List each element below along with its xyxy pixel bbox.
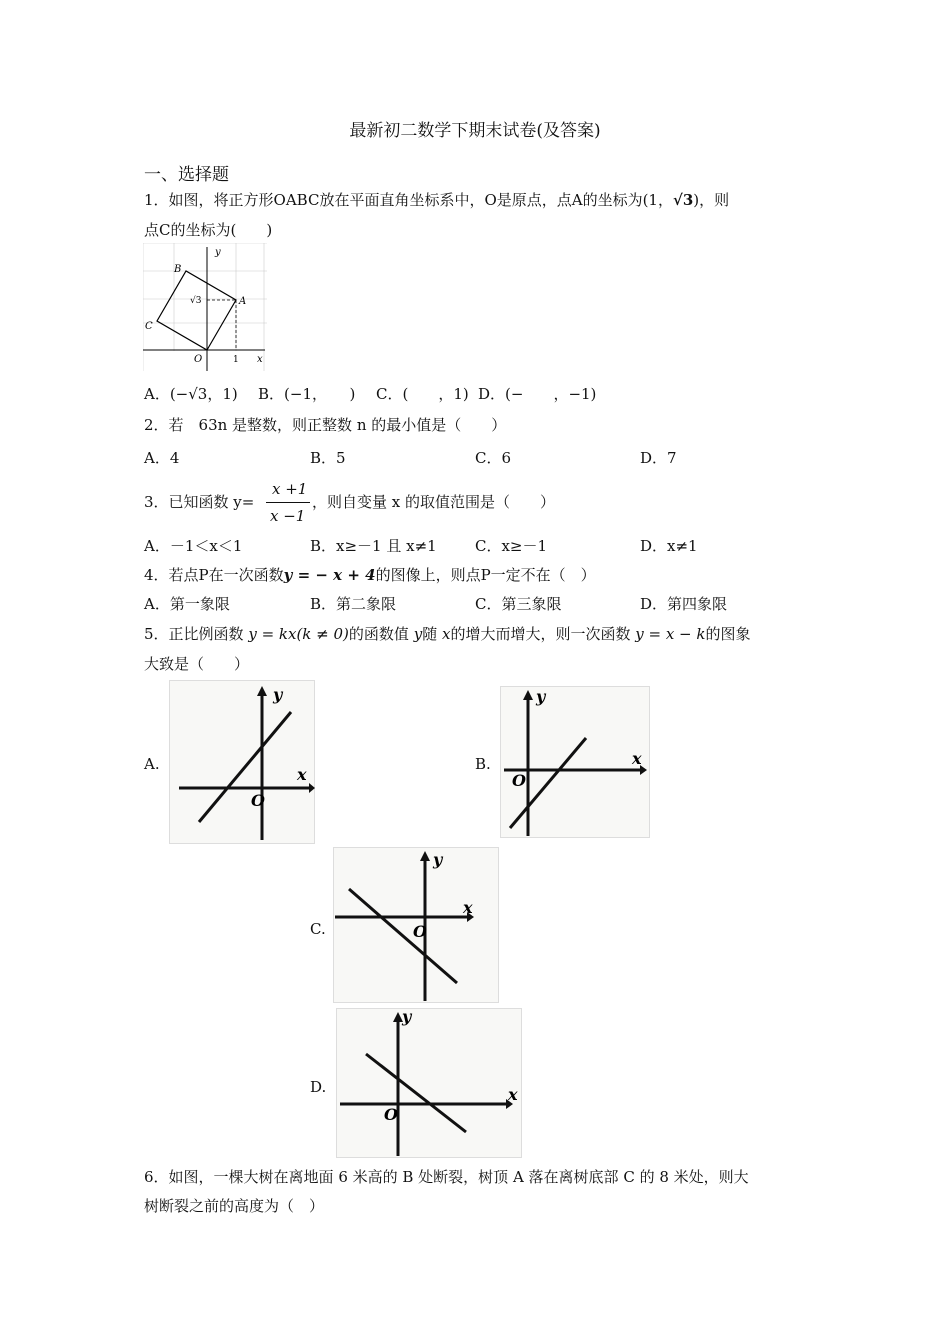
q3-option-b[interactable]: B．x≥－1 且 x≠1 bbox=[310, 537, 437, 555]
q5-line1-mid2: 随 bbox=[422, 625, 438, 643]
q5-line2: 大致是（ ） bbox=[144, 655, 250, 673]
q2-option-a[interactable]: A．4 bbox=[144, 449, 180, 467]
section-heading: 一、选择题 bbox=[144, 165, 229, 185]
q1-fig-label-a: A bbox=[239, 296, 247, 307]
q4-option-a[interactable]: A．第一象限 bbox=[144, 595, 230, 613]
q5-option-c[interactable]: C. bbox=[310, 920, 326, 938]
q2-text: 2．若 63n 是整数，则正整数 n 的最小值是（ ） bbox=[144, 416, 507, 434]
q6-line2: 树断裂之前的高度为（ ） bbox=[144, 1197, 325, 1215]
q5-d-axis-x: x bbox=[508, 1085, 518, 1104]
q4-formula: y = − x + 4 bbox=[283, 566, 376, 584]
q1-line2: 点C的坐标为( ) bbox=[144, 221, 273, 239]
q5-var-x: x bbox=[441, 625, 451, 643]
q3-option-d[interactable]: D．x≠1 bbox=[640, 537, 698, 555]
q1-figure bbox=[143, 243, 267, 371]
q5-d-axis-y: y bbox=[402, 1008, 412, 1026]
q1-fig-label-sqrt3: √3 bbox=[190, 296, 202, 306]
q5-b-origin: O bbox=[512, 771, 526, 790]
q3-denominator: x −1 bbox=[270, 507, 306, 525]
q1-line1-post: )，则 bbox=[693, 191, 730, 209]
q5-option-d[interactable]: D. bbox=[310, 1078, 327, 1096]
q4-pre: 4．若点P在一次函数 bbox=[144, 566, 284, 584]
q5-option-a[interactable]: A. bbox=[144, 755, 160, 773]
q5-graph-c[interactable] bbox=[333, 847, 499, 1003]
q5-line1-post: 的图象 bbox=[705, 625, 751, 643]
q5-formula-2: y = x − k bbox=[635, 625, 706, 643]
q2-option-c[interactable]: C．6 bbox=[475, 449, 512, 467]
q1-line1 bbox=[144, 190, 729, 210]
q1-option-b[interactable]: B．(−1， ) bbox=[258, 385, 356, 403]
q1-option-a[interactable]: A．(−√3，1) bbox=[144, 385, 238, 403]
q5-b-axis-x: x bbox=[632, 749, 642, 768]
q6-line1: 6．如图，一棵大树在离地面 6 米高的 B 处断裂，树顶 A 落在离树底部 C 的 8 米处，则大 bbox=[144, 1168, 749, 1186]
q5-line1-pre: 5．正比例函数 bbox=[144, 625, 244, 643]
q5-a-origin: O bbox=[251, 791, 265, 810]
q1-fig-label-1: 1 bbox=[233, 355, 239, 365]
q4-option-b[interactable]: B．第二象限 bbox=[310, 595, 397, 613]
q5-graph-a[interactable] bbox=[169, 680, 315, 844]
q3-option-c[interactable]: C．x≥－1 bbox=[475, 537, 548, 555]
q5-a-axis-y: y bbox=[273, 685, 283, 704]
q1-fig-label-y: y bbox=[215, 247, 221, 258]
q5-graph-b[interactable] bbox=[500, 686, 650, 838]
q5-option-b[interactable]: B. bbox=[475, 755, 491, 773]
q4-line bbox=[144, 565, 596, 585]
q4-option-c[interactable]: C．第三象限 bbox=[475, 595, 562, 613]
page-title: 最新初二数学下期末试卷(及答案) bbox=[349, 121, 601, 141]
q5-formula-1: y = kx(k ≠ 0) bbox=[248, 625, 349, 643]
q2-option-d[interactable]: D．7 bbox=[640, 449, 677, 467]
q1-sqrt: √3 bbox=[672, 191, 694, 209]
q2-option-b[interactable]: B．5 bbox=[310, 449, 346, 467]
q5-c-origin: O bbox=[413, 922, 427, 941]
q4-post: 的图像上，则点P一定不在（ ） bbox=[375, 566, 596, 584]
q5-c-axis-x: x bbox=[463, 898, 473, 917]
q5-var-y: y bbox=[413, 625, 423, 643]
q5-d-origin: O bbox=[384, 1105, 398, 1124]
q1-fig-label-b: B bbox=[174, 264, 182, 275]
q1-fig-label-c: C bbox=[145, 321, 153, 332]
q3-pre: 3．已知函数 y= bbox=[144, 493, 255, 511]
q1-option-c[interactable]: C．( ，1) bbox=[376, 385, 469, 403]
q5-graph-d[interactable] bbox=[336, 1008, 522, 1158]
q3-post: ，则自变量 x 的取值范围是（ ） bbox=[312, 493, 555, 511]
q5-a-axis-x: x bbox=[297, 765, 307, 784]
q1-fig-label-x: x bbox=[257, 354, 263, 365]
q1-option-d[interactable]: D．(− ，−1) bbox=[478, 385, 597, 403]
q5-line1-mid1: 的函数值 bbox=[348, 625, 409, 643]
q5-line1-mid3: 的增大而增大，则一次函数 bbox=[450, 625, 631, 643]
q4-option-d[interactable]: D．第四象限 bbox=[640, 595, 728, 613]
q5-c-axis-y: y bbox=[433, 850, 443, 869]
q5-line1 bbox=[144, 624, 751, 644]
q3-option-a[interactable]: A．－1＜x＜1 bbox=[144, 537, 243, 555]
q3-numerator: x +1 bbox=[272, 480, 308, 498]
q3-fraction-bar bbox=[266, 502, 310, 503]
q1-fig-label-o: O bbox=[194, 354, 203, 365]
q5-b-axis-y: y bbox=[536, 687, 546, 706]
q1-line1-pre: 1．如图，将正方形OABC放在平面直角坐标系中，O是原点，点A的坐标为(1， bbox=[144, 191, 673, 209]
